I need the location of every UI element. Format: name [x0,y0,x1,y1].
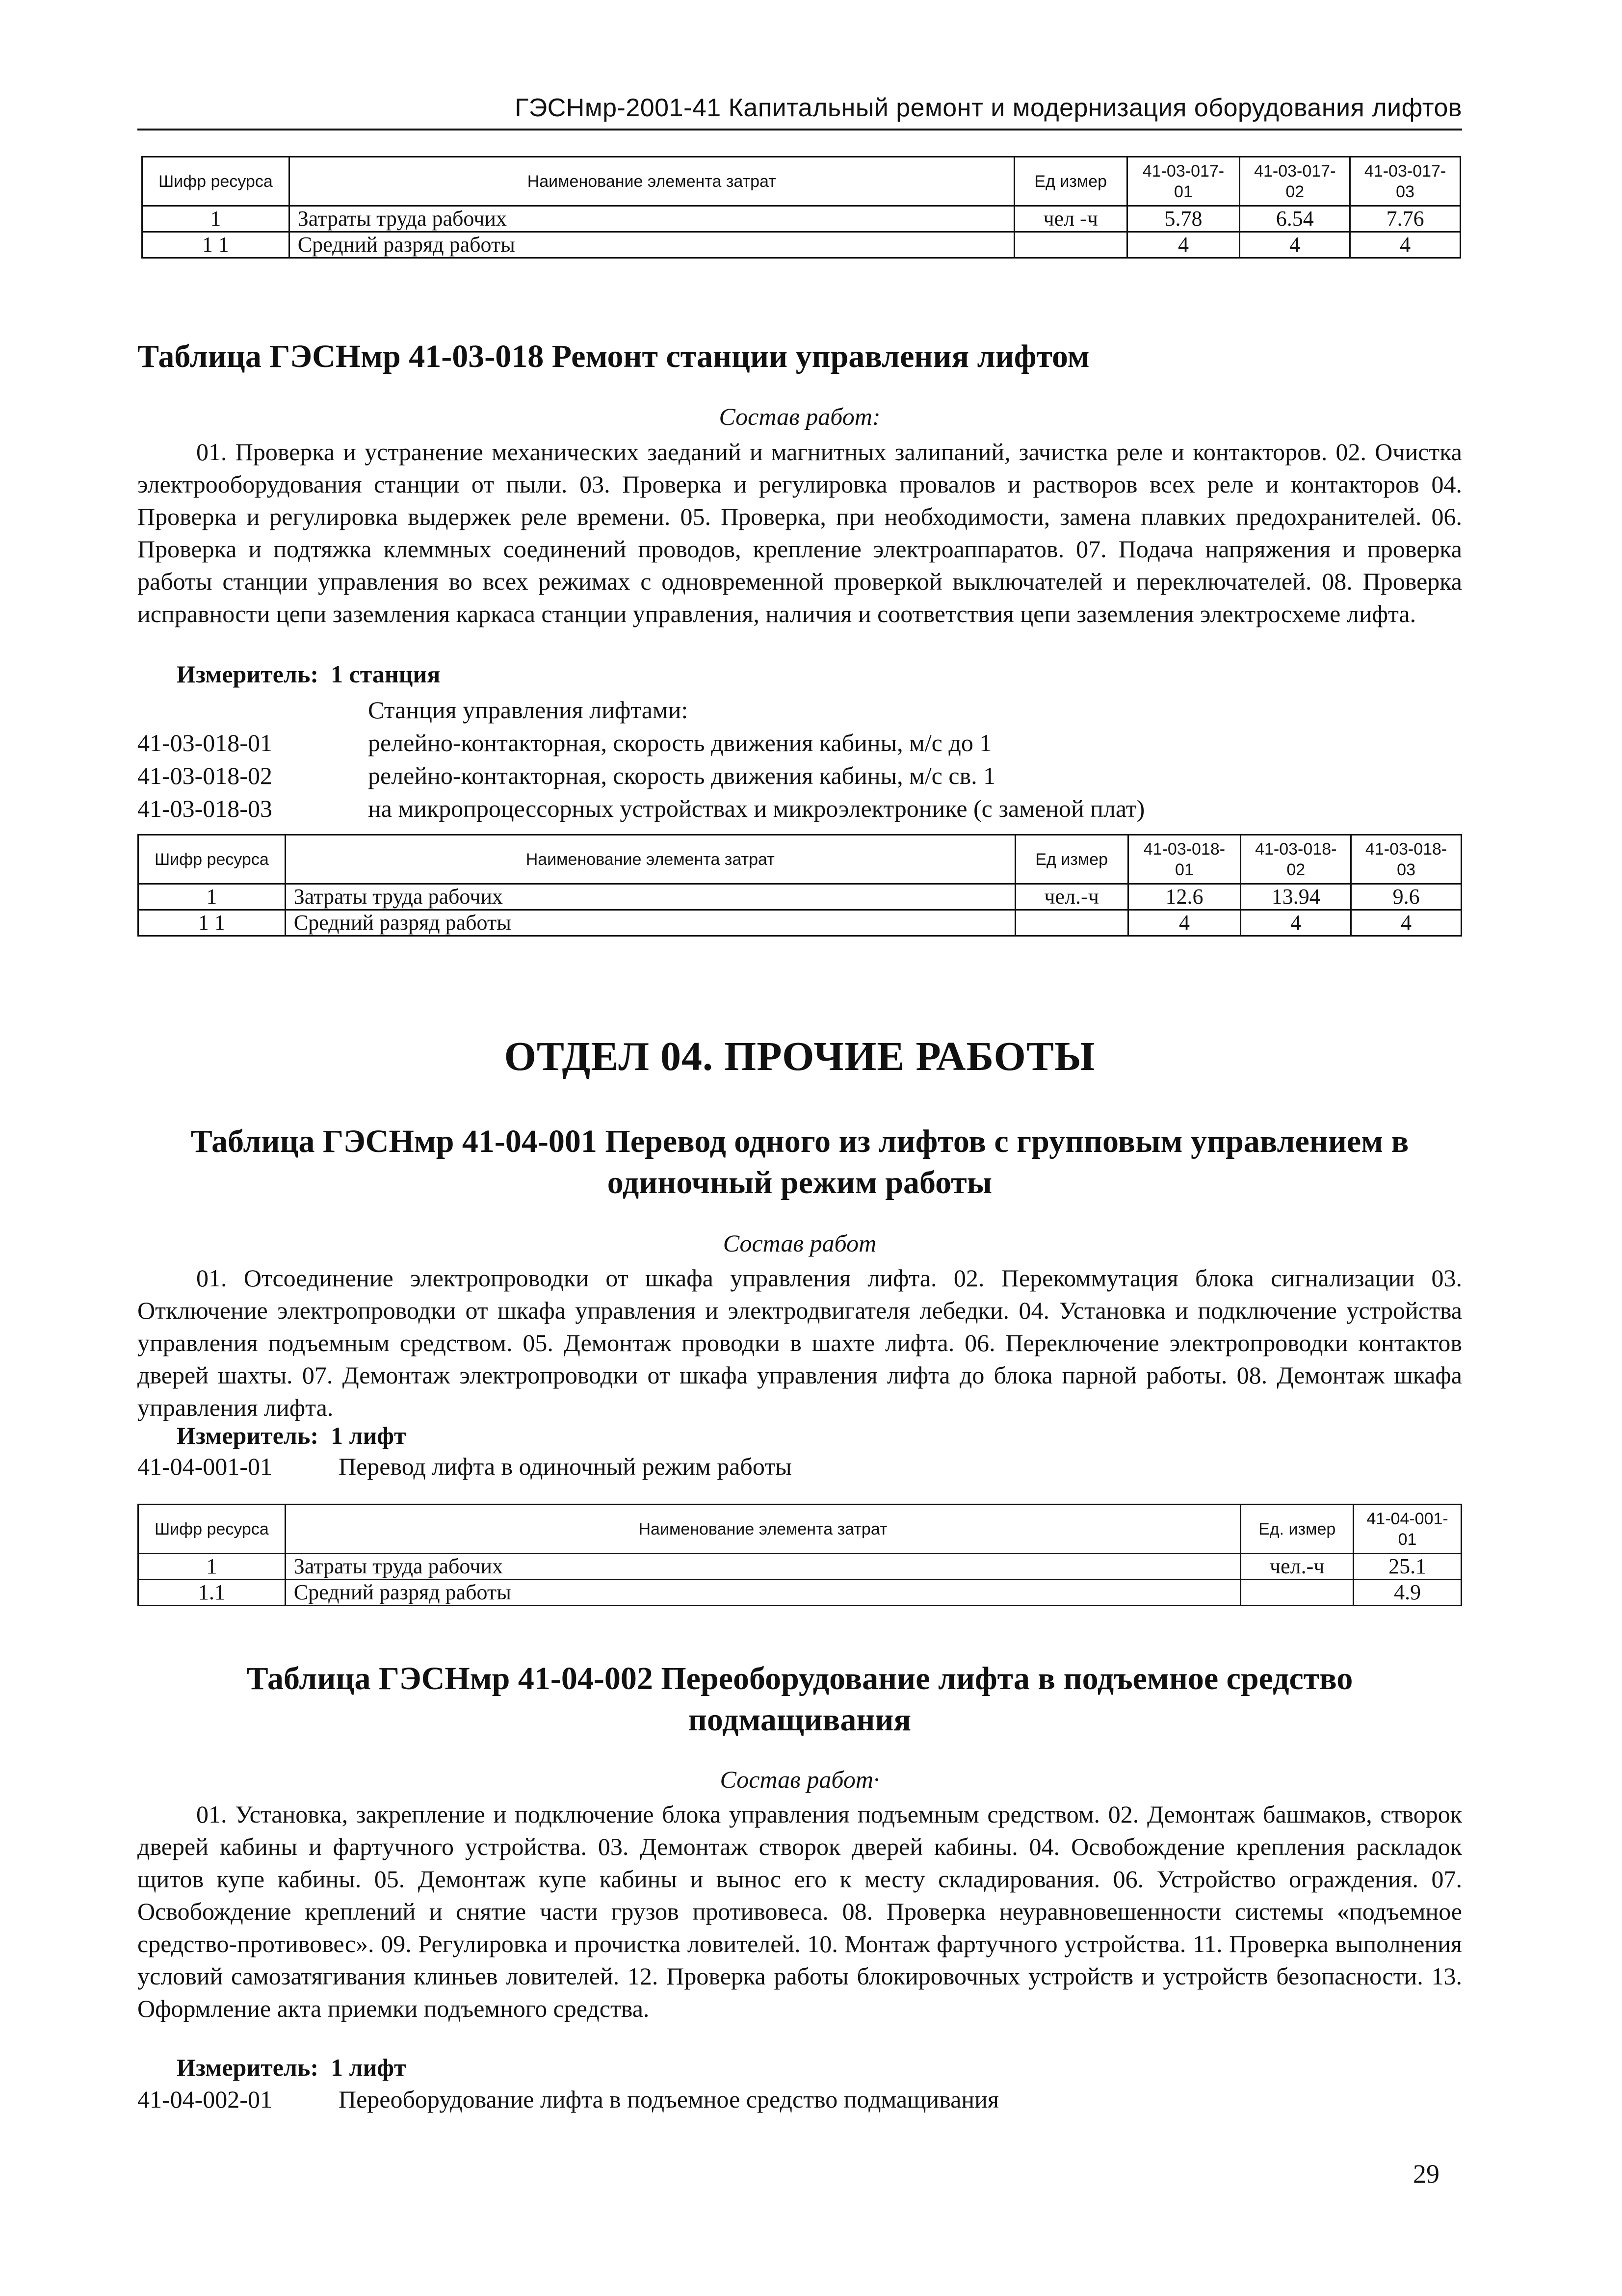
item-text: релейно-контакторная, скорость движения кабины, м/с св. 1 [368,762,996,789]
item-code: 41-03-018-03 [137,795,272,822]
measure-value: 1 лифт [331,1422,406,1449]
header-col-2: 41-03-017-02 [1240,157,1350,206]
table-row: 1.1 Средний разряд работы 4.9 [138,1580,1462,1606]
table-header-row [142,157,1461,206]
header-code: Шифр ресурса [142,157,289,206]
measure-label: Измеритель: [177,1422,319,1449]
header-col-1: 41-03-018-01 [1128,835,1241,884]
list-item [137,794,1145,823]
item-text: Переоборудование лифта в подъемное средство подмащивания [339,2086,999,2113]
list-item [137,729,992,757]
list-item [137,1452,792,1481]
table-row: 1 Затраты труда рабочих чел -ч 5.78 6.54 7.76 [142,206,1461,232]
work-composition-label: Состав работ· [720,1766,880,1793]
item-text: на микропроцессорных устройствах и микроэлектронике (с заменой плат) [368,795,1145,822]
table-title-018: Таблица ГЭСНмр 41-03-018 Ремонт станции управления лифтом [137,339,1090,374]
measure-value: 1 станция [331,660,441,688]
table-row: 1 Затраты труда рабочих чел.-ч 12.6 13.94 9.6 [138,884,1462,910]
header-code: Шифр ресурса [138,835,286,884]
group-label: Станция управления лифтами: [368,696,688,724]
item-code: 41-03-018-01 [137,729,272,757]
measure-label: Измеритель: [177,660,319,688]
table-title-002: Таблица ГЭСНмр 41-04-002 Переоборудование лифта в подъемное средство подмащивания [246,1661,1353,1738]
header-name: Наименование элемента затрат [285,835,1015,884]
cost-table-017 [141,156,1461,259]
header-unit: Ед измер [1014,157,1127,206]
item-code: 41-04-001-01 [137,1453,272,1480]
header-unit: Ед измер [1015,835,1128,884]
running-head-rule [137,129,1462,130]
list-item [137,761,995,790]
header-name: Наименование элемента затрат [289,157,1014,206]
header-col-1: 41-03-017-01 [1127,157,1240,206]
table-row: 1 1 Средний разряд работы 4 4 4 [142,232,1461,258]
measure-line [177,1421,406,1450]
table-header-row [138,1505,1462,1554]
table-title-001: Таблица ГЭСНмр 41-04-001 Перевод одного из лифтов с групповым управлением в одиночный режим работы [190,1123,1409,1200]
page-number: 29 [1413,2159,1439,2189]
header-col-1: 41-04-001-01 [1354,1505,1462,1554]
item-text: релейно-контакторная, скорость движения кабины, м/с до 1 [368,729,992,757]
item-text: Перевод лифта в одиночный режим работы [339,1453,792,1480]
table-header-row [138,835,1462,884]
measure-value: 1 лифт [331,2054,406,2081]
item-code: 41-04-002-01 [137,2086,272,2113]
measure-label: Измеритель: [177,2054,319,2081]
measure-line [177,2053,406,2082]
header-name: Наименование элемента затрат [285,1505,1241,1554]
running-head: ГЭСНмр-2001-41 Капитальный ремонт и модернизация оборудования лифтов [515,94,1462,122]
header-col-2: 41-03-018-02 [1241,835,1351,884]
measure-line [177,660,440,688]
header-col-3: 41-03-018-03 [1351,835,1462,884]
work-composition-text: 01. Отсоединение электропроводки от шкафа управления лифта. 02. Перекоммутация блока сигнализации 03. Отключение электропроводки от шкафа управления и электродвигателя лебедки. 04. Установка и подключение устройства управления подъемным средством. 05. Демонтаж проводки в шахте лифта. 06. Переключение электропроводки контактов дверей шахты. 07. Демонтаж электропроводки от шкафа управления лифта до блока парной работы. 08. Демонтаж шкафа управления лифта. [137,1264,1462,1421]
header-unit: Ед. измер [1241,1505,1354,1554]
table-row: 1 Затраты труда рабочих чел.-ч 25.1 [138,1554,1462,1580]
work-composition-text: 01. Установка, закрепление и подключение блока управления подъемным средством. 02. Демонтаж башмаков, створок дверей кабины и фартучного устройства. 03. Демонтаж створок дверей кабины. 04. Освобождение крепления раскладок щитов купе кабины. 05. Демонтаж купе кабины и вынос его к месту складирования. 06. Устройство ограждения. 07. Освобождение креплений и снятие части грузов противовеса. 08. Проверка неуравновешенности системы «подъемное средство-противовес». 09. Регулировка и прочистка ловителей. 10. Монтаж фартучного устройства. 11. Проверка выполнения условий самозатягивания клиньев ловителей. 12. Проверка работы блокировочных устройств и устройств безопасности. 13. Оформление акта приемки подъемного средства. [137,1800,1462,2022]
header-col-3: 41-03-017-03 [1350,157,1461,206]
cost-table-001 [137,1504,1462,1606]
section-title: ОТДЕЛ 04. ПРОЧИЕ РАБОТЫ [504,1034,1096,1079]
cost-table-018 [137,834,1462,937]
work-composition-text: 01. Проверка и устранение механических заеданий и магнитных залипаний, зачистка реле и контакторов. 02. Очистка электрооборудования станции от пыли. 03. Проверка и регулировка провалов и растворов всех реле и контакторов 04. Проверка и регулировка выдержек реле времени. 05. Проверка, при необходимости, замена плавких предохранителей. 06. Проверка и подтяжка клеммных соединений проводов, крепление электроаппаратов. 07. Подача напряжения и проверка работы станции управления во всех режимах с одновременной проверкой выключателей и переключателей. 08. Проверка исправности цепи заземления каркаса станции управления, наличия и соответствия цепи заземления электросхеме лифта. [137,438,1462,627]
table-row: 1 1 Средний разряд работы 4 4 4 [138,910,1462,936]
header-code: Шифр ресурса [138,1505,286,1554]
list-item [137,2085,999,2113]
work-composition-label: Состав работ [723,1229,877,1257]
work-composition-label: Состав работ: [719,403,881,430]
item-code: 41-03-018-02 [137,762,272,789]
